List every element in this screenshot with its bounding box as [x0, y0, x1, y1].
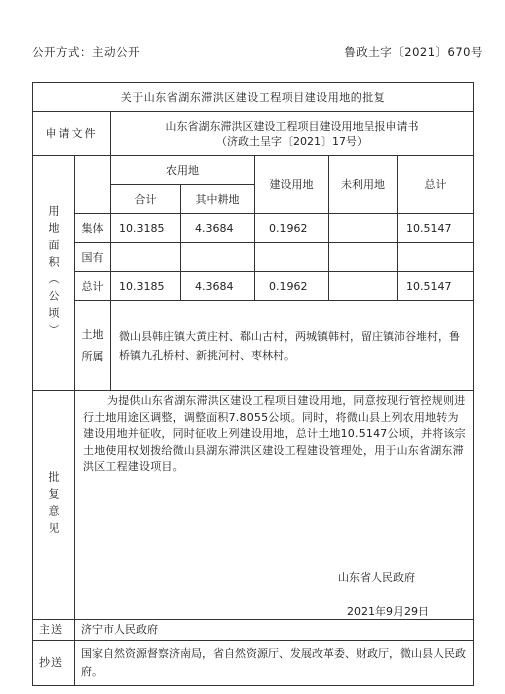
row-label-collective: 集体	[75, 214, 111, 243]
cell-total: 10.5147	[398, 272, 474, 301]
approval-text: 为提供山东省湖东滞洪区建设工程项目建设用地，同意按现行管控规则进行土地用途区调整，调整面积7.8055公顷。同时，将微山县上列农用地转为建设用地并征收，同时征收上列建设用地，总计土地10.5147公顷，并将该宗土地使用权划拨给微山县湖东滞洪区建设工程建设管理处，用于山东省湖东滞洪区工程建设项目。	[83, 394, 466, 473]
cell-arable: 4.3684	[181, 272, 255, 301]
col-header-agricultural: 农用地	[111, 156, 255, 185]
table-row	[33, 214, 474, 243]
cell-unused	[329, 214, 398, 243]
table-row	[33, 243, 474, 272]
issuing-authority: 山东省人民政府	[338, 570, 416, 584]
land-ownership-label-line1: 土地	[81, 327, 104, 341]
approval-opinion-section-label	[33, 391, 75, 620]
col-header-arable: 其中耕地	[181, 185, 255, 214]
application-doc-title: 山东省湖东滞洪区建设工程项目建设用地呈报申请书	[165, 119, 419, 133]
cell-agri-total: 10.3185	[111, 214, 181, 243]
col-header-unused: 未利用地	[329, 156, 398, 214]
main-recipient-value: 济宁市人民政府	[75, 619, 474, 640]
cell-unused	[329, 243, 398, 272]
cell-construction: 0.1962	[255, 272, 329, 301]
approval-form-table	[32, 82, 474, 686]
application-doc-number: （济政土呈字〔2021〕17号）	[216, 134, 369, 148]
land-area-label-text: 用地面积（公顷）	[47, 205, 60, 341]
row-label-total: 总计	[75, 272, 111, 301]
land-ownership-label	[75, 301, 111, 391]
cell-arable	[181, 243, 255, 272]
cell-agri-total: 10.3185	[111, 272, 181, 301]
copy-to-value: 国家自然资源督察济南局，省自然资源厅、发展改革委、财政厅，微山县人民政府。	[75, 640, 474, 685]
application-label: 申请文件	[33, 112, 111, 156]
document-number: 鲁政土字〔2021〕670号	[344, 45, 483, 59]
land-ownership-villages: 微山县韩庄镇大黄庄村、郗山古村，两城镇韩村，留庄镇沛谷堆村，鲁桥镇九孔桥村、新挑河村、枣林村。	[111, 301, 474, 391]
cell-agri-total	[111, 243, 181, 272]
approval-opinion-label-text: 批复意见	[47, 470, 60, 539]
col-header-agri-total: 合计	[111, 185, 181, 214]
cell-unused	[329, 272, 398, 301]
land-area-section-label	[33, 156, 75, 391]
cell-construction: 0.1962	[255, 214, 329, 243]
approval-opinion-content	[75, 391, 474, 620]
cell-construction	[255, 243, 329, 272]
table-row	[33, 272, 474, 301]
application-document	[111, 112, 474, 156]
cell-total: 10.5147	[398, 214, 474, 243]
approval-date: 2021年9月29日	[347, 604, 430, 618]
land-ownership-label-line2: 所属	[81, 349, 104, 363]
doc-header	[32, 44, 483, 60]
blank-corner-cell	[75, 156, 111, 214]
copy-to-label: 抄送	[33, 640, 75, 685]
row-label-state: 国有	[75, 243, 111, 272]
document-title: 关于山东省湖东滞洪区建设工程项目建设用地的批复	[33, 83, 474, 112]
cell-total	[398, 243, 474, 272]
main-recipient-label: 主送	[33, 619, 75, 640]
col-header-total: 总计	[398, 156, 474, 214]
disclosure-method: 公开方式：主动公开	[32, 45, 140, 59]
col-header-construction: 建设用地	[255, 156, 329, 214]
cell-arable: 4.3684	[181, 214, 255, 243]
